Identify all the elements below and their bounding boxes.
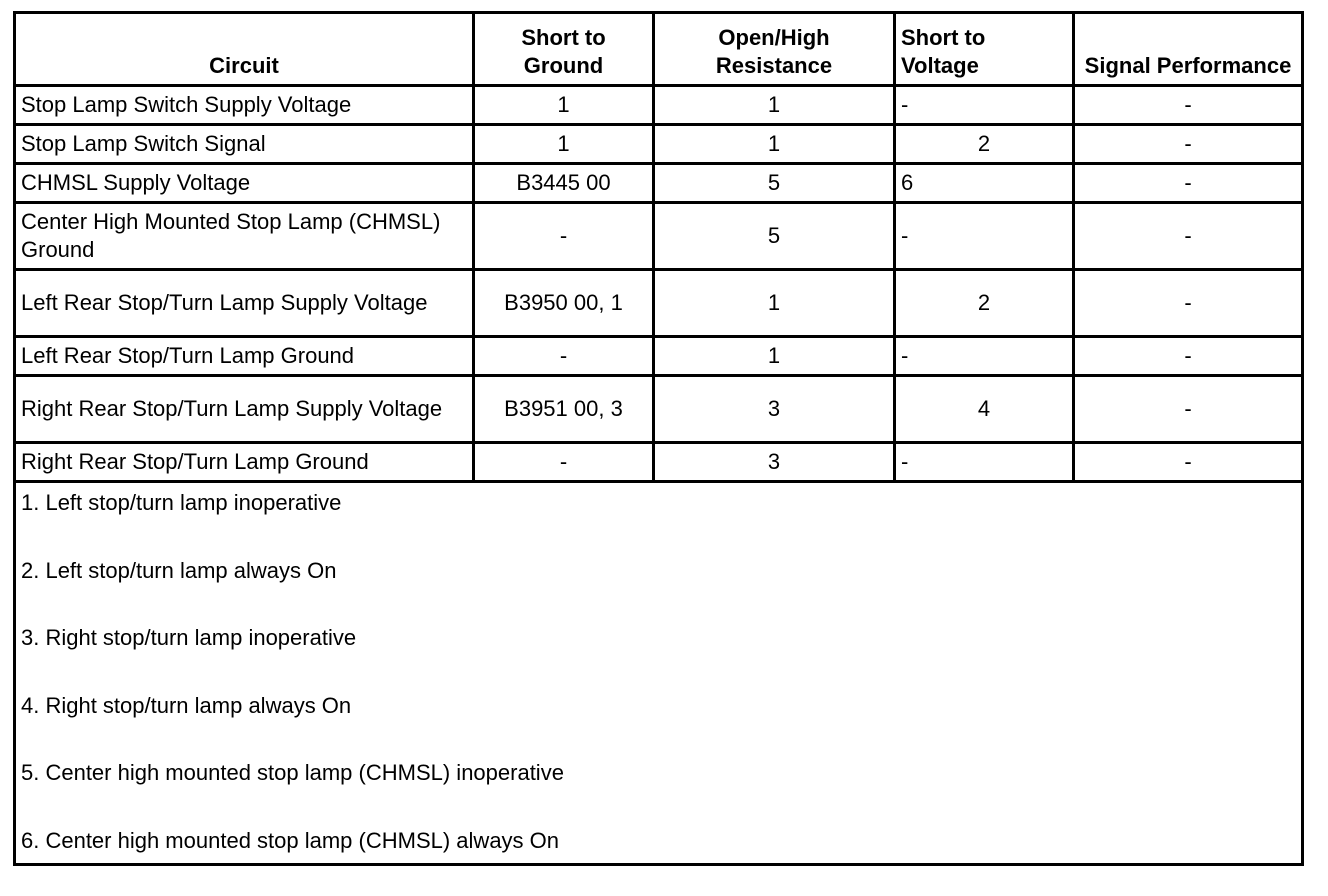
header-short-to-ground: Short to Ground: [474, 13, 654, 86]
fault-symptom-table: [13, 11, 1304, 866]
note-item: 3. Right stop/turn lamp inoperative: [21, 625, 357, 651]
signal-performance-cell: -: [1074, 125, 1303, 164]
short-to-ground-cell: -: [474, 203, 654, 270]
table-row: [15, 125, 1303, 164]
open-high-resistance-cell: 1: [654, 125, 895, 164]
signal-performance-cell: -: [1074, 164, 1303, 203]
signal-performance-cell: -: [1074, 203, 1303, 270]
circuit-cell: Center High Mounted Stop Lamp (CHMSL) Ground: [15, 203, 474, 270]
short-to-voltage-cell: -: [895, 203, 1074, 270]
header-circuit: Circuit: [15, 13, 474, 86]
circuit-cell: Right Rear Stop/Turn Lamp Supply Voltage: [15, 376, 474, 443]
table-row: [15, 86, 1303, 125]
signal-performance-cell: -: [1074, 86, 1303, 125]
note-item: 4. Right stop/turn lamp always On: [21, 692, 352, 718]
open-high-resistance-cell: 1: [654, 86, 895, 125]
circuit-cell: Stop Lamp Switch Supply Voltage: [15, 86, 474, 125]
table-row: [15, 270, 1303, 337]
note-item: 1. Left stop/turn lamp inoperative: [21, 490, 342, 515]
short-to-ground-cell: -: [474, 337, 654, 376]
signal-performance-cell: -: [1074, 337, 1303, 376]
circuit-cell: Right Rear Stop/Turn Lamp Ground: [15, 443, 474, 482]
circuit-cell: Stop Lamp Switch Signal: [15, 125, 474, 164]
notes-cell: [15, 482, 1303, 865]
signal-performance-cell: -: [1074, 270, 1303, 337]
open-high-resistance-cell: 3: [654, 443, 895, 482]
short-to-ground-cell: -: [474, 443, 654, 482]
note-item: 5. Center high mounted stop lamp (CHMSL) inoperative: [21, 760, 564, 786]
table-row: [15, 376, 1303, 443]
open-high-resistance-cell: 3: [654, 376, 895, 443]
open-high-resistance-cell: 5: [654, 164, 895, 203]
short-to-voltage-cell: 2: [895, 125, 1074, 164]
short-to-ground-cell: B3445 00: [474, 164, 654, 203]
circuit-cell: CHMSL Supply Voltage: [15, 164, 474, 203]
short-to-ground-cell: B3951 00, 3: [474, 376, 654, 443]
signal-performance-cell: -: [1074, 376, 1303, 443]
short-to-voltage-cell: 4: [895, 376, 1074, 443]
open-high-resistance-cell: 1: [654, 270, 895, 337]
table-row: [15, 443, 1303, 482]
signal-performance-cell: -: [1074, 443, 1303, 482]
note-item: 6. Center high mounted stop lamp (CHMSL) always On: [21, 827, 560, 853]
short-to-voltage-cell: -: [895, 443, 1074, 482]
short-to-ground-cell: 1: [474, 86, 654, 125]
header-short-to-voltage: Short to Voltage: [895, 13, 1074, 86]
open-high-resistance-cell: 5: [654, 203, 895, 270]
table-row: [15, 337, 1303, 376]
notes-row: [15, 482, 1303, 865]
short-to-voltage-cell: 6: [895, 164, 1074, 203]
short-to-ground-cell: 1: [474, 125, 654, 164]
short-to-voltage-cell: -: [895, 86, 1074, 125]
header-row: [15, 13, 1303, 86]
short-to-voltage-cell: 2: [895, 270, 1074, 337]
table-row: [15, 203, 1303, 270]
open-high-resistance-cell: 1: [654, 337, 895, 376]
short-to-voltage-cell: -: [895, 337, 1074, 376]
header-signal-performance: Signal Performance: [1074, 13, 1303, 86]
table-row: [15, 164, 1303, 203]
short-to-ground-cell: B3950 00, 1: [474, 270, 654, 337]
header-open-high-resistance: Open/High Resistance: [654, 13, 895, 86]
circuit-cell: Left Rear Stop/Turn Lamp Supply Voltage: [15, 270, 474, 337]
circuit-cell: Left Rear Stop/Turn Lamp Ground: [15, 337, 474, 376]
note-item: 2. Left stop/turn lamp always On: [21, 557, 337, 583]
